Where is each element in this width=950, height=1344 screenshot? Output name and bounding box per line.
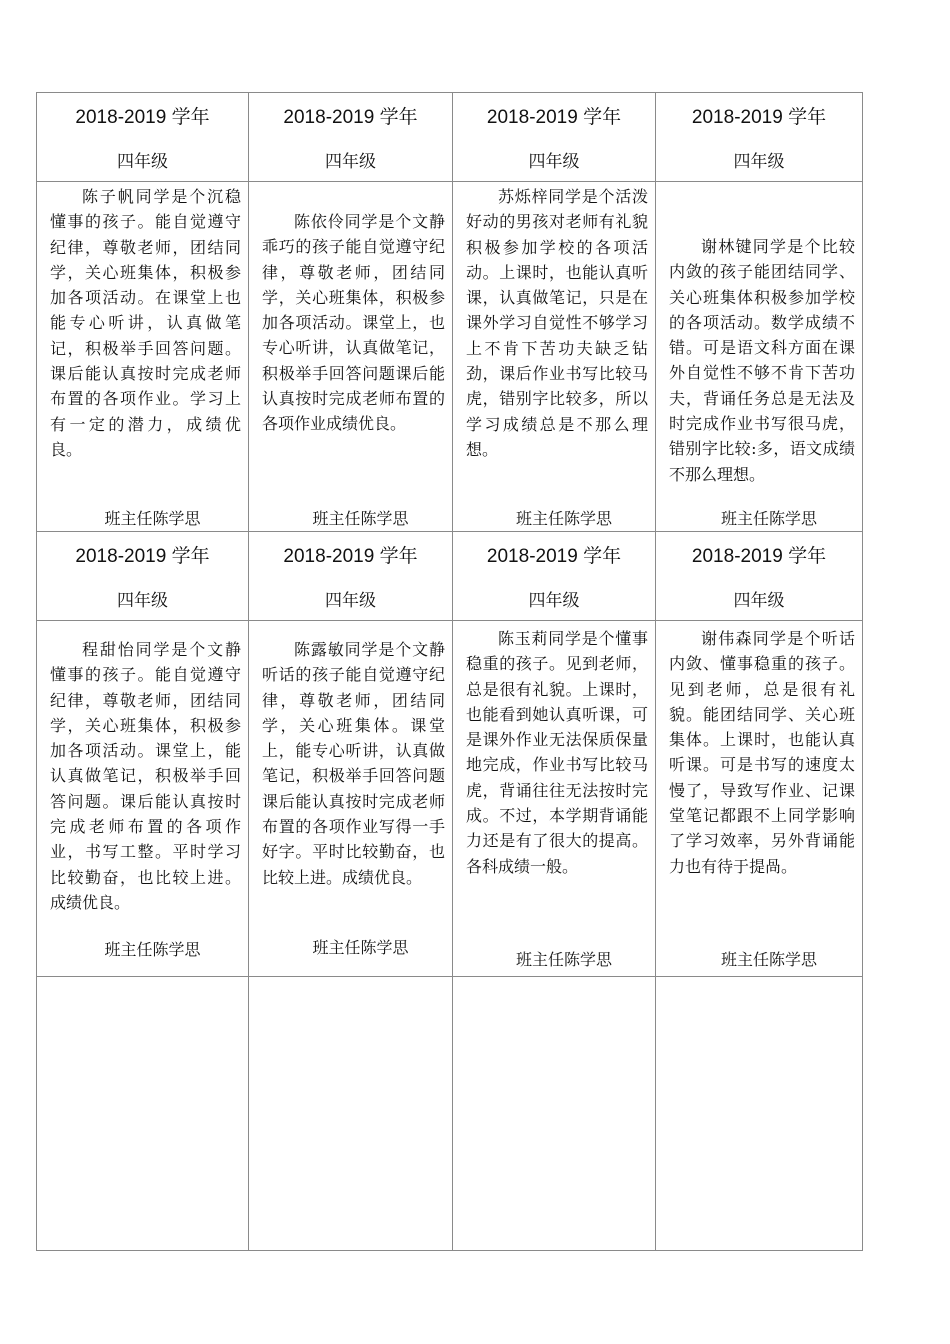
card-body [656,621,863,977]
card-body [37,621,249,977]
empty-card-cell [37,977,249,1251]
teacher-signature: 班主任陈学思 [312,509,409,528]
card-header-row [37,532,863,621]
grade-label: 四年级 [528,152,580,172]
card-header [656,93,863,182]
teacher-signature: 班主任陈学思 [720,509,817,528]
grade-label: 四年级 [733,591,785,611]
card-body [37,182,249,532]
grade-label: 四年级 [528,591,580,611]
student-comment: 苏烁梓同学是个活泼好动的男孩对老师有礼貌积极参加学校的各项活动。上课时，也能认真听课，认真做笔记，只是在课外学习自觉性不够学习上不肯下苦功夫缺乏钻劲，课后作业书写比较马虎，错别字比较多，所以学习成绩总是不那么理想。 [466,187,648,459]
card-header [656,532,863,621]
comment-cards-sheet [36,92,862,1251]
card-body [453,621,656,977]
student-comment: 程甜怡同学是个文静懂事的孩子。能自觉遵守纪律，尊敬老师，团结同学，关心班集体，积极参加各项活动。课堂上，能认真做笔记，积极举手回答问题。课后能认真按时完成老师布置的各项作业，书写工整。平时学习比较勤奋，也比较上进。成绩优良。 [50,640,241,912]
empty-card-cell [453,977,656,1251]
empty-card-cell [249,977,453,1251]
student-comment: 陈玉莉同学是个懂事稳重的孩子。见到老师，总是很有礼貌。上课时，也能看到她认真听课，可是课外作业无法保质保量地完成，作业书写比较马虎，背诵往往无法按时完成。不过，本学期背诵能力还是有了很大的提高。各科成绩一般。 [466,629,648,876]
school-year: 2018-2019 学年 [283,546,418,567]
school-year: 2018-2019 学年 [486,546,622,567]
grade-label: 四年级 [117,152,168,172]
card-header [37,532,249,621]
student-comment: 陈露敏同学是个文静听话的孩子能自觉遵守纪律，尊敬老师，团结同学，关心班集体。课堂上，能专心听讲，认真做笔记，积极举手回答问题课后能认真按时完成老师布置的各项作业写得一手好字。平时比较勤奋，也比较上进。成绩优良。 [262,640,445,887]
teacher-signature: 班主任陈学思 [515,950,612,969]
card-header [37,93,249,182]
teacher-signature: 班主任陈学思 [312,938,409,957]
card-header [249,532,453,621]
teacher-signature: 班主任陈学思 [720,950,817,969]
school-year: 2018-2019 学年 [486,107,622,128]
school-year: 2018-2019 学年 [691,107,827,128]
card-body [249,182,453,532]
grade-label: 四年级 [733,152,785,172]
student-comment: 陈子帆同学是个沉稳懂事的孩子。能自觉遵守纪律，尊敬老师，团结同学，关心班集体，积极参加各项活动。在课堂上也能专心听讲，认真做笔记，积极举手回答问题。课后能认真按时完成老师布置的各项作业。学习上有一定的潜力，成绩优良。 [50,187,241,459]
teacher-signature: 班主任陈学思 [104,940,201,959]
teacher-signature: 班主任陈学思 [104,509,201,528]
school-year: 2018-2019 学年 [691,546,827,567]
grade-label: 四年级 [325,152,376,172]
comment-cards-table [36,92,863,1251]
teacher-signature: 班主任陈学思 [515,509,612,528]
empty-card-row [37,977,863,1251]
card-header-row [37,93,863,182]
school-year: 2018-2019 学年 [75,546,210,567]
card-body [249,621,453,977]
card-header [249,93,453,182]
grade-label: 四年级 [117,591,168,611]
student-comment: 谢伟森同学是个听话内敛、懂事稳重的孩子。见到老师，总是很有礼貌。能团结同学、关心班集体。上课时，也能认真听课。可是书写的速度太慢了，导致写作业、记课堂笔记都跟不上同学影响了学习效率，另外背诵能力也有待于提咼。 [669,629,855,876]
empty-card-cell [656,977,863,1251]
school-year: 2018-2019 学年 [75,107,210,128]
card-body [656,182,863,532]
card-body-row [37,621,863,977]
grade-label: 四年级 [325,591,376,611]
student-comment: 谢林键同学是个比较内敛的孩子能团结同学、关心班集体积极参加学校的各项活动。数学成绩不错。可是语文科方面在课外自觉性不够不肯下苦功夫，背诵任务总是无法及时完成作业书写很马虎，错别字比较:多，语文成绩不那么理想。 [669,237,855,484]
card-header [453,532,656,621]
student-comment: 陈依伶同学是个文静乖巧的孩子能自觉遵守纪律，尊敬老师，团结同学，关心班集体，积极参加各项活动。课堂上，也专心听讲，认真做笔记，积极举手回答问题课后能认真按时完成老师布置的各项作业成绩优良。 [262,212,445,434]
school-year: 2018-2019 学年 [283,107,418,128]
card-body-row [37,182,863,532]
card-header [453,93,656,182]
card-body [453,182,656,532]
